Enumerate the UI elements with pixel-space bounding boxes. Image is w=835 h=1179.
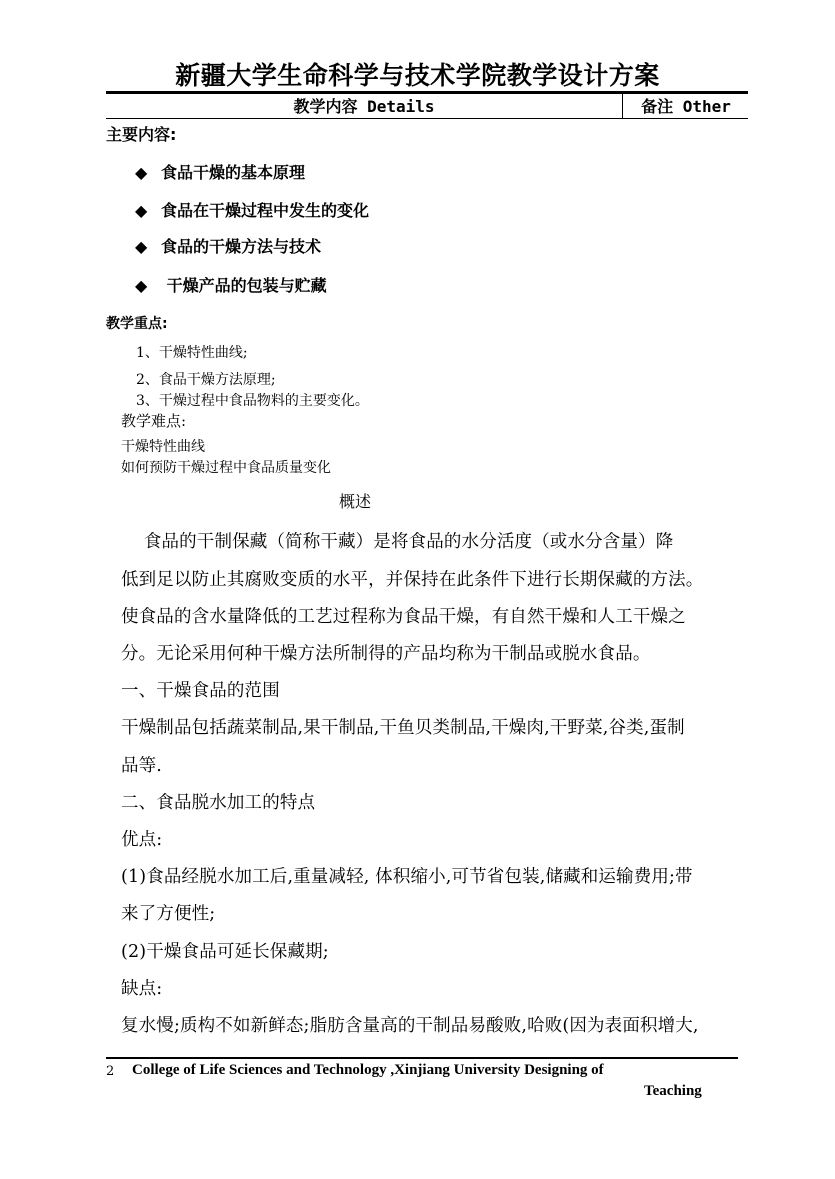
teaching-focus-label: 教学重点: xyxy=(106,316,168,332)
diamond-bullet-icon: ◆ xyxy=(135,276,148,295)
teaching-difficulty-item: 干燥特性曲线 xyxy=(121,439,205,455)
teaching-focus-item: 1、干燥特性曲线; xyxy=(136,345,248,361)
body-line: 使食品的含水量降低的工艺过程称为食品干燥，有自然干燥和人工干燥之 xyxy=(121,607,686,627)
footer-text: College of Life Sciences and Technology ,Xinjiang University Designing of xyxy=(132,1062,604,1078)
header-column-divider xyxy=(622,92,623,119)
page-title: 新疆大学生命科学与技术学院教学设计方案 xyxy=(175,61,660,90)
body-line: 品等. xyxy=(121,756,163,776)
main-content-item: ◆ 食品的干燥方法与技术 xyxy=(135,237,322,256)
teaching-focus-item: 3、干燥过程中食品物料的主要变化。 xyxy=(136,393,369,409)
main-content-item: ◆ 食品干燥的基本原理 xyxy=(135,163,306,182)
body-line: 复水慢;质构不如新鲜态;脂肪含量高的干制品易酸败,哈败(因为表面积增大, xyxy=(121,1016,699,1036)
main-content-item: ◆ 干燥产品的包装与贮藏 xyxy=(135,276,327,295)
body-line: 分。无论采用何种干燥方法所制得的产品均称为干制品或脱水食品。 xyxy=(121,644,651,664)
header-bottom-rule xyxy=(106,118,748,119)
section-heading: 二、食品脱水加工的特点 xyxy=(121,793,316,813)
main-content-label: 主要内容: xyxy=(106,125,177,144)
body-line: 低到足以防止其腐败变质的水平，并保持在此条件下进行长期保藏的方法。 xyxy=(121,570,704,590)
footer-rule xyxy=(106,1057,738,1059)
body-line: (1)食品经脱水加工后,重量减轻, 体积缩小,可节省包装,储藏和运输费用;带 xyxy=(121,867,693,887)
details-column-header: 教学内容 Details xyxy=(293,97,435,116)
body-line: 干燥制品包括蔬菜制品,果干制品,干鱼贝类制品,干燥肉,干野菜,谷类,蛋制 xyxy=(121,718,685,738)
teaching-difficulty-label: 教学难点: xyxy=(121,412,187,430)
page-number: 2 xyxy=(106,1064,115,1079)
body-line: 来了方便性; xyxy=(121,904,216,924)
teaching-focus-item: 2、食品干燥方法原理; xyxy=(136,372,276,388)
footer-text-continued: Teaching xyxy=(644,1083,702,1099)
other-column-header: 备注 Other xyxy=(641,97,731,116)
diamond-bullet-icon: ◆ xyxy=(135,201,148,220)
body-line: 缺点: xyxy=(121,979,163,999)
section-heading: 一、干燥食品的范围 xyxy=(121,681,280,701)
diamond-bullet-icon: ◆ xyxy=(135,237,148,256)
overview-heading: 概述 xyxy=(338,492,371,511)
main-content-item: ◆ 食品在干燥过程中发生的变化 xyxy=(135,201,370,220)
body-line: 食品的干制保藏（简称干藏）是将食品的水分活度（或水分含量）降 xyxy=(121,532,674,552)
body-line: (2)干燥食品可延长保藏期; xyxy=(121,942,329,962)
diamond-bullet-icon: ◆ xyxy=(135,163,148,182)
teaching-difficulty-item: 如何预防干燥过程中食品质量变化 xyxy=(121,460,331,476)
body-line: 优点: xyxy=(121,830,163,850)
